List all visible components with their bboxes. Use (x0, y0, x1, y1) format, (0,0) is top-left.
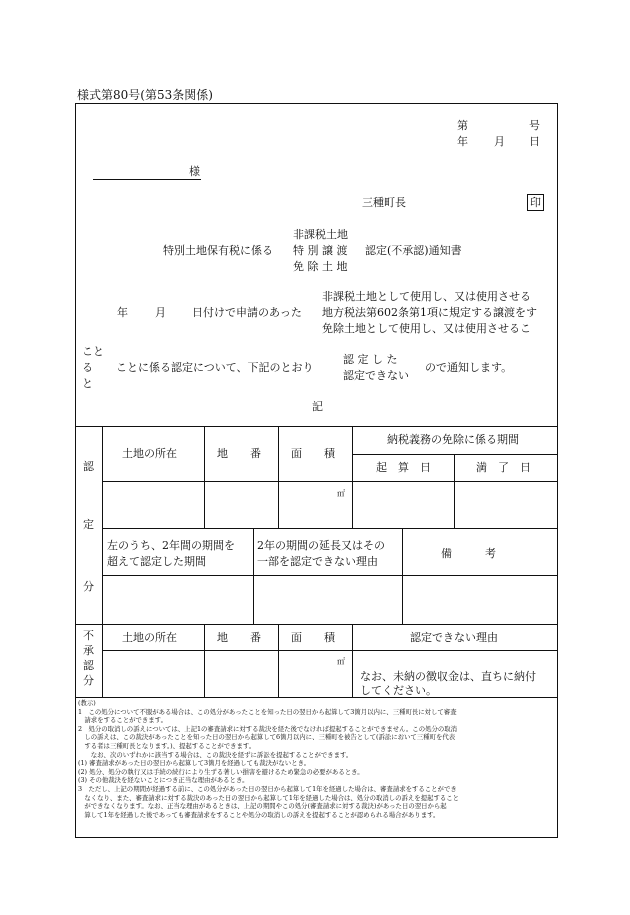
title-prefix: 特別土地保有税に係る (163, 244, 273, 257)
body-month-label: 月 (155, 306, 166, 319)
nintei-col-lot: 地 番 (217, 447, 261, 460)
note-line: 1 この処分について不服がある場合は、この処分があったことを知った日の翌日から起算して3箇月以内に、三種町長に対して審査 (78, 707, 457, 716)
body-year-label: 年 (117, 306, 128, 319)
note-line: 算して1年を経過した後であっても審査請求をすることや処分の取消しの訴えを提起することが認められる場合があります。 (78, 810, 440, 819)
title-suffix: 認定(不承認)通知書 (365, 244, 462, 257)
title-option-3: 免 除 土 地 (293, 260, 348, 273)
side-koto-2: る (82, 361, 93, 374)
note-line: なお、次のいずれかに該当する場合は、この裁決を経ずに訴訟を提起することができます。 (78, 750, 353, 759)
fushonin-side-1: 不 (83, 629, 94, 642)
fushonin-col-reason: 認定できない理由 (410, 631, 498, 644)
body-select-approved: 認 定 し た (343, 353, 398, 366)
fushonin-side-2: 承 (83, 644, 94, 657)
fushonin-col-lot: 地 番 (217, 631, 261, 644)
nintei-row2-col2-line1: 2年の期間の延長又はその (257, 539, 385, 552)
note-line: (1) 審査請求があった日の翌日から起算して3箇月を経過しても裁決がないとき。 (78, 759, 311, 768)
fushonin-side-4: 分 (83, 674, 94, 687)
nintei-col-end: 満 了 日 (476, 461, 531, 474)
title-option-2: 特 別 譲 渡 (293, 244, 348, 257)
note-line: しの訴えは、この裁決があったことを知った日の翌日から起算して6箇月以内に、三種町を被告として(訴訟において三種町を代表 (78, 733, 456, 742)
document-number-suffix: 号 (529, 119, 540, 132)
nintei-side-2: 定 (83, 518, 94, 531)
body-applied-text: 日付けで申請のあった (192, 306, 302, 319)
fushonin-area-unit: ㎡ (337, 657, 345, 666)
date-year-label: 年 (457, 135, 468, 148)
body-option-2: 地方税法第602条第1項に規定する譲渡をす (322, 306, 537, 319)
body-middle-text: ことに係る認定について、下記のとおり (116, 361, 314, 374)
notice-form (75, 103, 558, 838)
addressee-suffix: 様 (189, 165, 200, 178)
fushonin-col-area: 面 積 (291, 631, 335, 644)
nintei-row2-col2-line2: 一部を認定できない理由 (257, 555, 378, 568)
nintei-row2-col1-line1: 左のうち、2年間の期間を (107, 539, 235, 552)
body-option-3: 免除土地として使用し、又は使用させるこ (322, 322, 531, 335)
form-caption: 様式第80号(第53条関係) (77, 88, 213, 102)
fushonin-col-location: 土地の所在 (122, 631, 177, 644)
seal-mark: 印 (527, 194, 544, 211)
date-day-label: 日 (529, 135, 540, 148)
note-line: する者は三種町長となります。)、提起することができます。 (78, 741, 256, 750)
note-line: なくなり、また、審査請求に対する裁決のあった日の翌日から起算して1年を経過した場合は、処分の取消しの訴えを提起すること (78, 793, 460, 802)
document-number-label: 第 (457, 119, 468, 132)
date-month-label: 月 (494, 135, 505, 148)
addressee-underline (93, 179, 201, 180)
nintei-row2-col3: 備 考 (441, 547, 496, 560)
note-line: (3) その他裁決を経ないことにつき正当な理由があるとき。 (78, 776, 249, 785)
note-line: (教示) (78, 699, 96, 707)
side-koto-1: こと (82, 345, 104, 358)
body-end-text: ので通知します。 (425, 361, 513, 374)
nintei-side-3: 分 (83, 580, 94, 593)
note-line: 請求をすることができます。 (78, 716, 167, 725)
title-option-1: 非課税土地 (293, 228, 348, 241)
note-line: (2) 処分、処分の執行又は手続の続行により生ずる著しい損害を避けるため緊急の必要があるとき。 (78, 767, 364, 776)
nintei-side-1: 認 (83, 460, 94, 473)
issuer-name: 三種町長 (362, 196, 406, 209)
fushonin-note-line1: なお、未納の徴収金は、直ちに納付 (360, 670, 536, 683)
nintei-col-period: 納税義務の免除に係る期間 (387, 433, 519, 446)
instructions-notes (78, 699, 556, 819)
fushonin-note-line2: してください。 (360, 684, 437, 697)
nintei-col-location: 土地の所在 (122, 447, 177, 460)
body-select-not-approved: 認定できない (343, 369, 409, 382)
nintei-area-unit: ㎡ (337, 489, 345, 498)
nintei-row2-col1-line2: 超えて認定した期間 (107, 555, 206, 568)
nintei-col-start: 起 算 日 (376, 461, 431, 474)
ki-heading: 記 (312, 400, 323, 413)
side-koto-3: と (82, 377, 93, 390)
body-option-1: 非課税土地として使用し、又は使用させる (322, 290, 531, 303)
note-line: ができなくなります。なお、正当な理由があるときは、上記の期間やこの処分(審査請求に対する裁決)があった日の翌日から起 (78, 802, 447, 811)
note-line: 2 処分の取消しの訴えについては、上記1の審査請求に対する裁決を経た後でなければ提起することができません。この処分の取消 (78, 724, 458, 733)
fushonin-side-3: 認 (83, 659, 94, 672)
note-line: 3 ただし、上記の期間が経過する前に、この処分があった日の翌日から起算して1年を経過した場合は、審査請求をすることができ (78, 784, 457, 793)
nintei-col-area: 面 積 (291, 447, 335, 460)
